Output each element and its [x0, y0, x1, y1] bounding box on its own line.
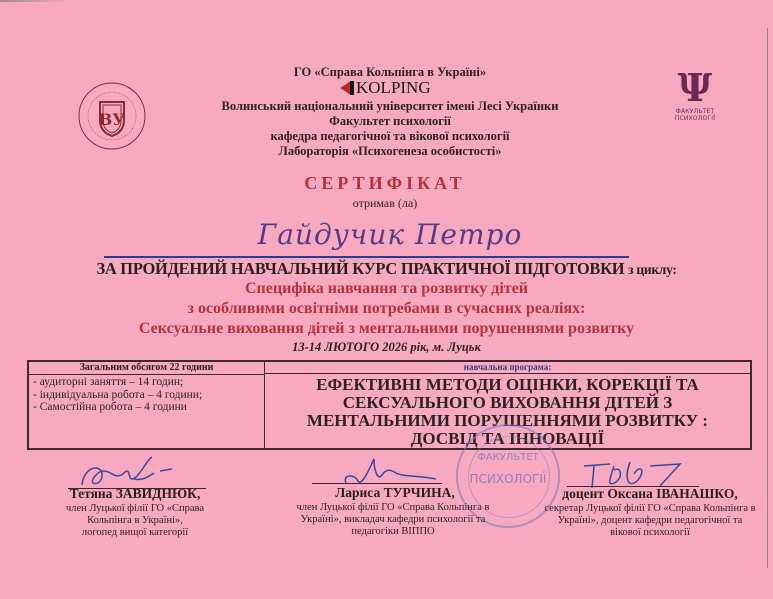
stamp-text-1: ФАКУЛЬТЕТ: [477, 452, 539, 463]
signer-2-role-line: Україні», викладач кафедри психології та: [300, 514, 486, 525]
signer-2-role-line: член Луцької філії ГО «Справа Кольпінга в: [296, 502, 490, 513]
topic-line-3: Сексуальне виховання дітей з ментальними порушеннями розвитку: [138, 320, 635, 337]
signer-1-role-line: Кольпінга в Україні»,: [87, 515, 183, 526]
course-statement-main: ЗА ПРОЙДЕНИЙ НАВЧАЛЬНИЙ КУРС ПРАКТИЧНОЇ ПІДГОТОВКИ: [96, 259, 625, 278]
header-org: ГО «Справа Кольпінга в Україні»: [293, 65, 487, 79]
header-faculty: Факультет психології: [329, 114, 451, 128]
header-department: кафедра педагогічної та вікової психології: [270, 129, 510, 143]
topic-line-1: Специфіка навчання та розвитку дітей: [245, 280, 528, 297]
certificate-title: СЕРТИФІКАТ: [304, 173, 466, 193]
paper-edge-shadow: [0, 0, 70, 2]
topic-line-2: з особливими освітніми потребами в сучасних реаліях:: [187, 300, 586, 317]
kolping-bar-icon: [350, 81, 354, 95]
hours-header: Загальним обсягом 22 години: [29, 362, 264, 375]
psy-logo-line1: ФАКУЛЬТЕТ: [675, 108, 715, 115]
psy-logo-line2: ПСИХОЛОГІЇ: [674, 115, 716, 122]
program-line: ЕФЕКТИВНІ МЕТОДИ ОЦІНКИ, КОРЕКЦІЇ ТА: [316, 375, 699, 394]
signer-2-role-line: педагогіки ВІППО: [351, 526, 435, 537]
program-header: навчальна програма:: [265, 362, 750, 374]
svg-text:ВУ: ВУ: [98, 110, 126, 129]
program-line: ДОСВІД ТА ІННОВАЦІЇ: [410, 429, 605, 448]
recipient-name: Гайдучик Петро: [257, 218, 523, 251]
signer-1-name: Тетяна ЗАВИДНЮК,: [69, 486, 201, 501]
header-laboratory: Лабораторія «Психогенеза особистості»: [278, 144, 502, 158]
course-statement: [10, 259, 763, 279]
signer-3-role-line: Україні», доцент кафедри педагогічної та: [557, 515, 743, 526]
program-line: МЕНТАЛЬНИМИ ПОРУШЕННЯМИ РОЗВИТКУ :: [306, 411, 709, 430]
signature-2-line: [312, 483, 442, 484]
recipient-underline: [104, 256, 629, 258]
kolping-logo: [340, 80, 440, 98]
signer-3-role-line: вікової психології: [610, 527, 690, 538]
psychology-faculty-logo: [660, 65, 730, 122]
signer-1-role-line: член Луцької філії ГО «Справа: [65, 503, 204, 514]
signer-2-role: [262, 502, 524, 538]
kolping-wordmark: KOLPING: [356, 78, 431, 97]
hours-item: - індивідуальна робота – 4 години;: [33, 389, 264, 402]
header-university: Волинський національний університет імені Лесі Українки: [221, 99, 559, 113]
signer-3-name: доцент Оксана ІВАНАШКО,: [562, 486, 738, 501]
university-seal-icon: [76, 80, 148, 152]
course-details-table: [27, 360, 752, 450]
signer-1-role-line: логопед вищої категорії: [81, 527, 189, 538]
signer-3-role: [518, 503, 773, 539]
signer-2-name: Лариса ТУРЧИНА,: [335, 485, 455, 500]
signer-1-role: [20, 503, 250, 539]
hours-item: - аудиторні заняття – 14 годин;: [33, 376, 264, 389]
stamp-text-2: ПСИХОЛОГІЇ: [469, 472, 547, 486]
hours-column: [29, 362, 265, 448]
dates-place: 13-14 ЛЮТОГО 2026 рік, м. Луцьк: [292, 340, 481, 354]
psi-icon: Ψ: [677, 65, 713, 110]
program-line: СЕКСУАЛЬНОГО ВИХОВАННЯ ДІТЕЙ З: [342, 393, 673, 412]
course-statement-suffix: з циклу:: [628, 262, 677, 277]
hours-list: [29, 375, 264, 414]
hours-item: - Самостійна робота – 4 години: [33, 401, 264, 414]
received-label: отримав (ла): [352, 196, 418, 210]
signer-3-role-line: секретар Луцької філії ГО «Справа Кольпінга в: [544, 503, 756, 514]
